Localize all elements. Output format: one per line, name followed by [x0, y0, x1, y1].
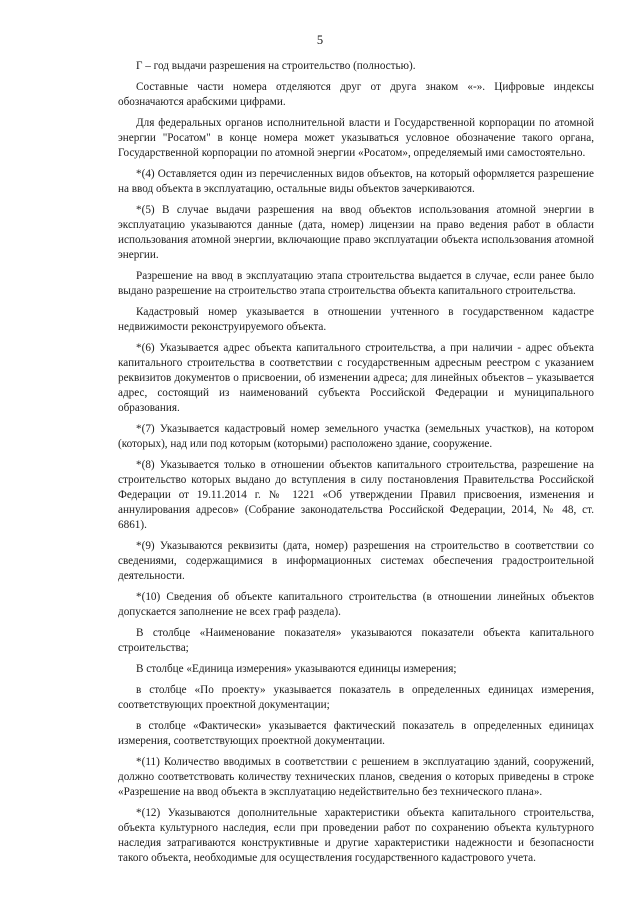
document-body: [118, 59, 594, 872]
paragraph-federal-organs: Для федеральных органов исполнительной власти и Государственной корпорации по атомной энергии "Росатом" в конце номера может указываться условное обозначение такого органа, Государственной корпорации по атомной энергии «Росатом», определяемый ими самостоятельно.: [118, 117, 594, 159]
paragraph-number-parts: Составные части номера отделяются друг от друга знаком «-». Цифровые индексы обозначаются арабскими цифрами.: [118, 81, 594, 108]
paragraph-note-5: *(5) В случае выдачи разрешения на ввод объектов использования атомной энергии в эксплуатацию указываются данные (дата, номер) лицензии на право ведения работ в области использования атомной энергии, включающие право эксплуатации объекта использования атомной энергии.: [118, 204, 594, 261]
paragraph-note-4: *(4) Оставляется один из перечисленных видов объектов, на который оформляется разрешение на ввод объекта в эксплуатацию, остальные виды объектов зачеркиваются.: [118, 168, 594, 195]
paragraph-column-name: В столбце «Наименование показателя» указываются показатели объекта капитального строительства;: [118, 627, 594, 654]
paragraph-column-project: в столбце «По проекту» указывается показатель в определенных единицах измерения, соответствующих проектной документации;: [118, 684, 594, 711]
paragraph-stage-permit: Разрешение на ввод в эксплуатацию этапа строительства выдается в случае, если ранее было выдано разрешение на строительство этапа строительства объекта капитального строительства.: [118, 270, 594, 297]
page-number: 5: [316, 33, 324, 47]
paragraph-column-unit: В столбце «Единица измерения» указываются единицы измерения;: [136, 663, 457, 675]
paragraph-note-7: *(7) Указывается кадастровый номер земельного участка (земельных участков), на котором (которых), над или под которым (которыми) расположено здание, сооружение.: [118, 423, 594, 450]
paragraph-note-12: *(12) Указываются дополнительные характеристики объекта капитального строительства, объекта культурного наследия, если при проведении работ по сохранению объекта культурного наследия затрагиваются конструктивные и другие характеристики надежности и безопасности такого объекта, необходимые для осуществления государственного кадастрового учета.: [118, 807, 594, 864]
paragraph-cadastral-number: Кадастровый номер указывается в отношении учтенного в государственном кадастре недвижимости реконструируемого объекта.: [118, 306, 594, 333]
paragraph-column-actual: в столбце «Фактически» указывается фактический показатель в определенных единицах измерения, соответствующих проектной документации.: [118, 720, 594, 747]
paragraph-note-10: *(10) Сведения об объекте капитального строительства (в отношении линейных объектов допускается заполнение не всех граф раздела).: [118, 591, 594, 618]
paragraph-note-8: *(8) Указывается только в отношении объектов капитального строительства, разрешение на строительство которых выдано до вступления в силу постановления Правительства Российской Федерации от 19.11.2014 г. № 1221 «Об утверждении Правил присвоения, изменения и аннулирования адресов» (Собрание законодательства Российской Федерации, 2014, № 48, ст. 6861).: [118, 459, 594, 531]
paragraph-note-11: *(11) Количество вводимых в соответствии с решением в эксплуатацию зданий, сооружений, должно соответствовать количеству технических планов, сведения о которых приведены в строке «Разрешение на ввод объекта в эксплуатацию недействительно без технического плана».: [118, 756, 594, 798]
paragraph-note-9: *(9) Указываются реквизиты (дата, номер) разрешения на строительство в соответствии со сведениями, содержащимися в информационных системах обеспечения градостроительной деятельности.: [118, 540, 594, 582]
paragraph-note-6: *(6) Указывается адрес объекта капитального строительства, а при наличии - адрес объекта капитального строительства в соответствии с государственным адресным реестром с указанием реквизитов документов о присвоении, об изменении адреса; для линейных объектов – указывается адрес, состоящий из наименований субъекта Российской Федерации и муниципального образования.: [118, 342, 594, 414]
paragraph-year: Г – год выдачи разрешения на строительство (полностью).: [136, 60, 416, 72]
